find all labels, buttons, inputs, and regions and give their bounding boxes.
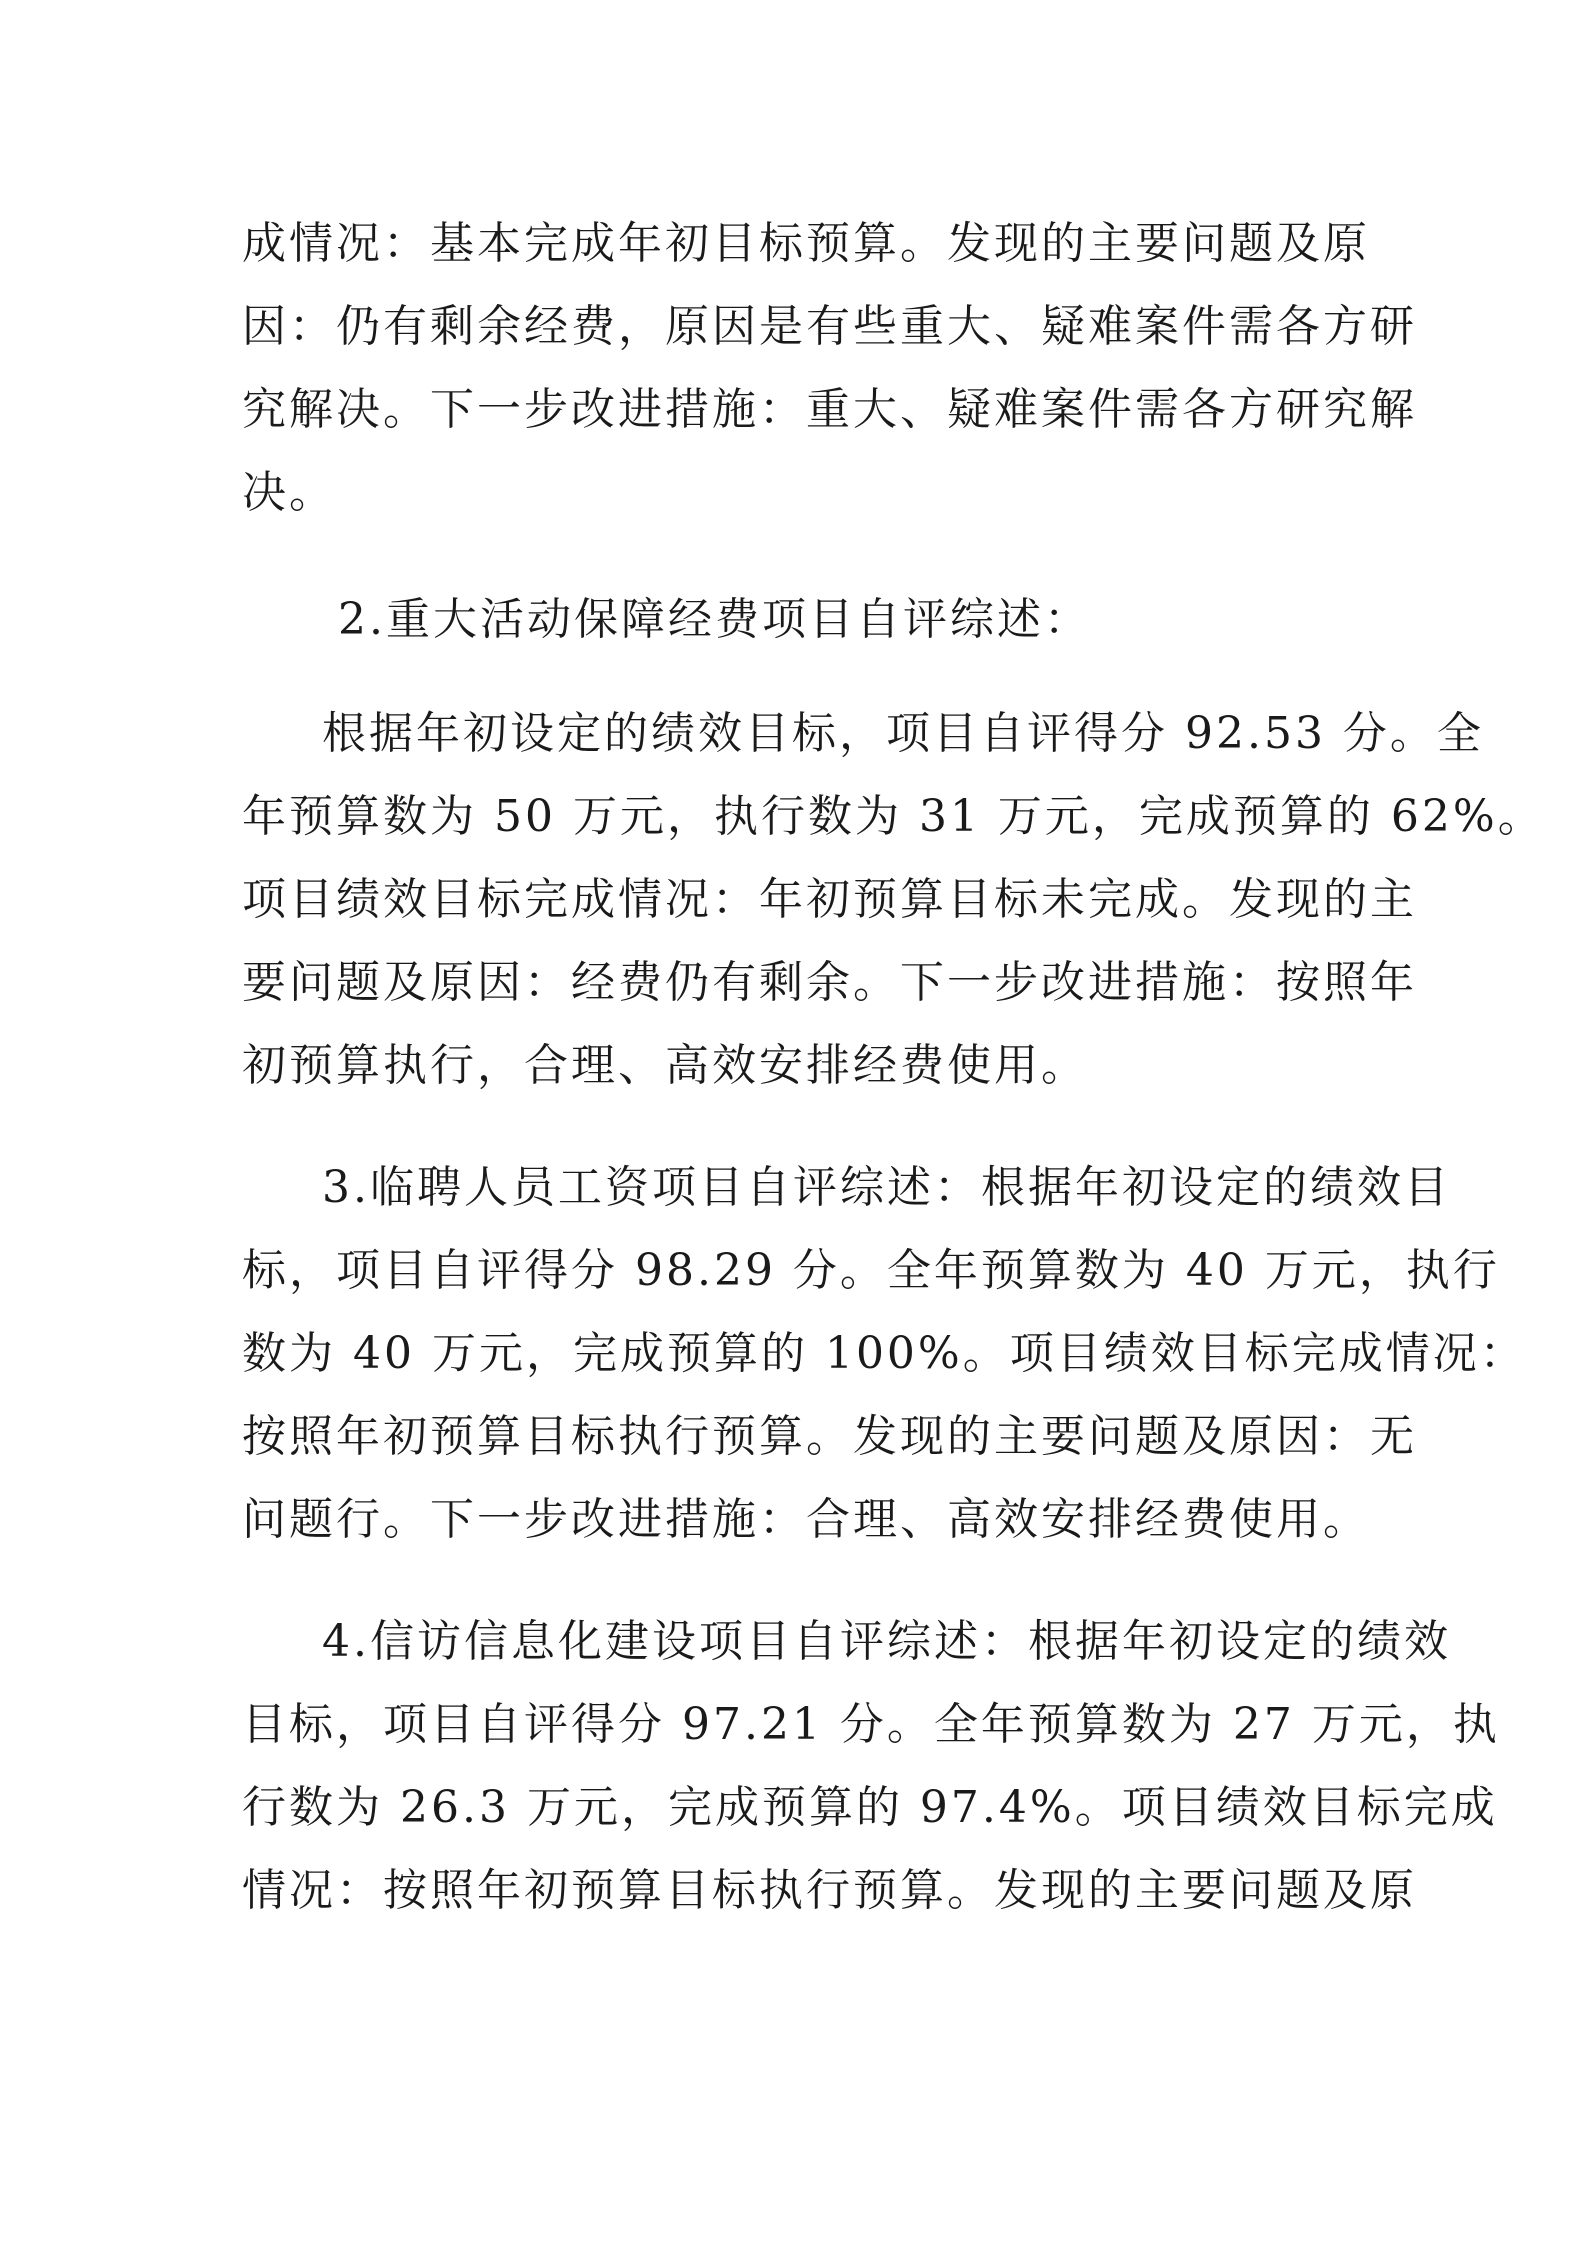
text-line: 标，项目自评得分 98.29 分。全年预算数为 40 万元，执行 — [242, 1245, 1500, 1296]
text-line: 问题行。下一步改进措施：合理、高效安排经费使用。 — [242, 1494, 1370, 1545]
paragraph-3 — [242, 1146, 1527, 1561]
text-line: 3.临聘人员工资项目自评综述：根据年初设定的绩效目 — [322, 1162, 1451, 1213]
text-line: 年预算数为 50 万元，执行数为 31 万元，完成预算的 62%。 — [242, 791, 1545, 842]
paragraph-2 — [242, 692, 1545, 1107]
paragraph-4 — [242, 1600, 1500, 1932]
text-line: 决。 — [242, 467, 336, 518]
text-line: 情况：按照年初预算目标执行预算。发现的主要问题及原 — [242, 1865, 1417, 1916]
text-line: 行数为 26.3 万元，完成预算的 97.4%。项目绩效目标完成 — [242, 1782, 1498, 1833]
text-line: 项目绩效目标完成情况：年初预算目标未完成。发现的主 — [242, 874, 1417, 925]
text-line: 成情况：基本完成年初目标预算。发现的主要问题及原 — [242, 218, 1370, 269]
text-line: 目标，项目自评得分 97.21 分。全年预算数为 27 万元，执 — [242, 1699, 1500, 1750]
text-line: 2.重大活动保障经费项目自评综述： — [338, 594, 1091, 645]
paragraph-1 — [242, 202, 1417, 534]
text-line: 根据年初设定的绩效目标，项目自评得分 92.53 分。全 — [322, 708, 1484, 759]
text-line: 要问题及原因：经费仍有剩余。下一步改进措施：按照年 — [242, 957, 1417, 1008]
text-line: 因：仍有剩余经费，原因是有些重大、疑难案件需各方研 — [242, 301, 1417, 352]
text-line: 4.信访信息化建设项目自评综述：根据年初设定的绩效 — [322, 1616, 1451, 1667]
text-line: 数为 40 万元，完成预算的 100%。项目绩效目标完成情况： — [242, 1328, 1527, 1379]
section-heading-2 — [338, 578, 1453, 661]
text-line: 究解决。下一步改进措施：重大、疑难案件需各方研究解 — [242, 384, 1417, 435]
text-line: 初预算执行，合理、高效安排经费使用。 — [242, 1040, 1088, 1091]
text-line: 按照年初预算目标执行预算。发现的主要问题及原因：无 — [242, 1411, 1417, 1462]
